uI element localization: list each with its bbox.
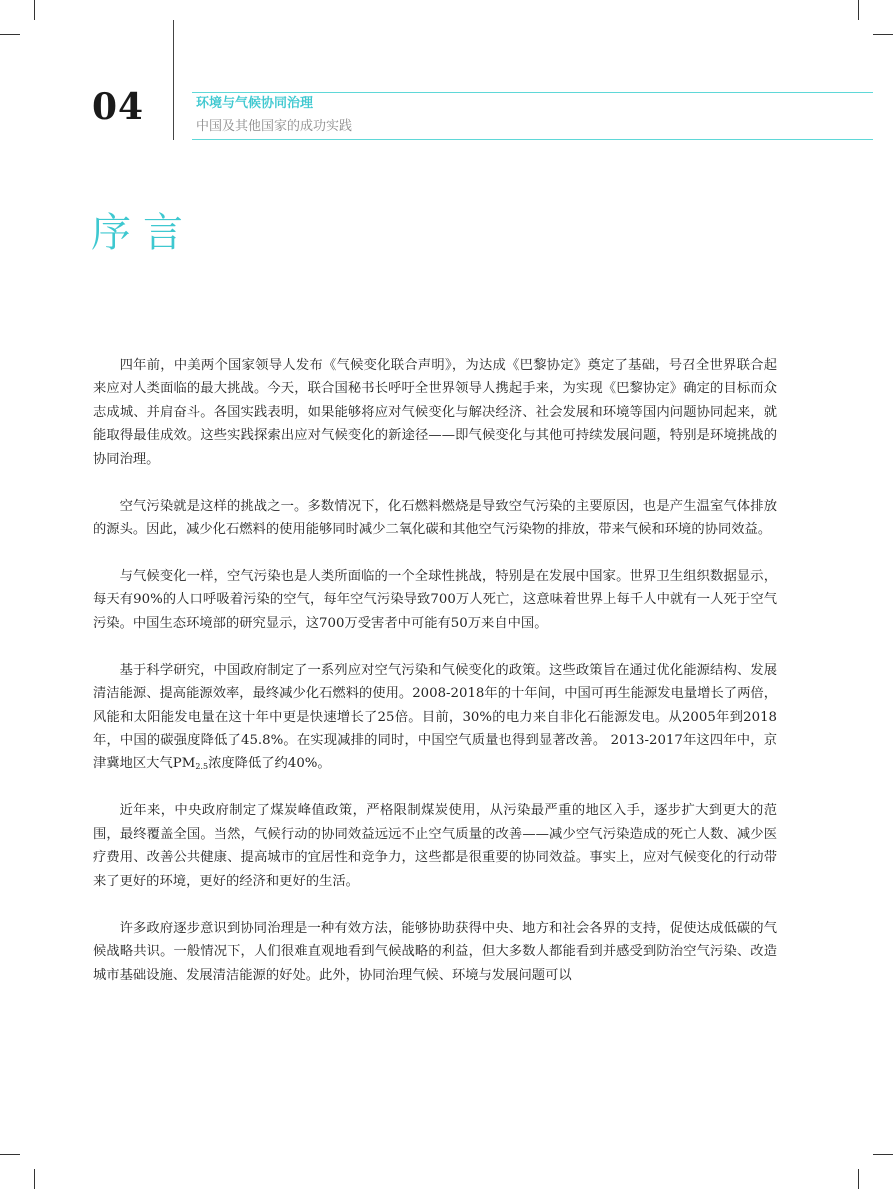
paragraph: 近年来，中央政府制定了煤炭峰值政策，严格限制煤炭使用，从污染最严重的地区入手，逐步扩大到更大的范围，最终覆盖全国。当然，气候行动的协同效益远远不止空气质量的改善——减少空气污染造成的死亡人数、减少医疗费用、改善公共健康、提高城市的宜居性和竞争力，这些都是很重要的协同效益。事实上，应对气候变化的行动带来了更好的环境，更好的经济和更好的生活。 [93,803,777,889]
paragraph: 四年前，中美两个国家领导人发布《气候变化联合声明》，为达成《巴黎协定》奠定了基础，号召全世界联合起来应对人类面临的最大挑战。今天，联合国秘书长呼吁全世界领导人携起手来，为实现《巴黎协定》确定的目标而众志成城、并肩奋斗。各国实践表明，如果能够将应对气候变化与解决经济、社会发展和环境等国内问题协同起来，就能取得最佳成效。这些实践探索出应对气候变化的新途径——即气候变化与其他可持续发展问题，特别是环境挑战的协同治理。 [93,358,777,467]
paragraph: 许多政府逐步意识到协同治理是一种有效方法，能够协助获得中央、地方和社会各界的支持，促使达成低碳的气候战略共识。一般情况下，人们很难直观地看到气候战略的利益，但大多数人都能看到并感受到防治空气污染、改造城市基础设施、发展清洁能源的好处。此外，协同治理气候、环境与发展问题可以 [93,920,777,983]
pm-subscript: 2.5 [195,762,209,772]
crop-mark [858,0,859,20]
crop-mark [858,1169,859,1189]
crop-mark [873,34,893,35]
header-rule-top [192,92,873,93]
crop-mark [873,1154,893,1155]
paragraph-text: 浓度降低了约40%。 [208,756,331,772]
running-title: 环境与气候协同治理 [196,96,314,111]
body-text [93,354,777,1011]
paragraph: 与气候变化一样，空气污染也是人类所面临的一个全球性挑战，特别是在发展中国家。世界卫生组织数据显示，每天有90%的人口呼吸着污染的空气，每年空气污染导致700万人死亡，这意味着世界上每千人中就有一人死于空气污染。中国生态环境部的研究显示，这700万受害者中可能有50万来自中国。 [93,569,777,631]
header-divider [173,20,174,140]
crop-mark [0,34,20,35]
crop-mark [34,1169,35,1189]
paragraph: 空气污染就是这样的挑战之一。多数情况下，化石燃料燃烧是导致空气污染的主要原因，也是产生温室气体排放的源头。因此，减少化石燃料的使用能够同时减少二氧化碳和其他空气污染物的排放，带来气候和环境的协同效益。 [93,498,777,538]
crop-mark [0,1154,20,1155]
header-rule-bottom [192,139,873,140]
paragraph-text: 基于科学研究，中国政府制定了一系列应对空气污染和气候变化的政策。这些政策旨在通过优化能源结构、发展清洁能源、提高能源效率，最终减少化石燃料的使用。2008-2018年的十年间，中国可再生能源发电量增长了两倍，风能和太阳能发电量在这十年中更是快速增长了25倍。目前，30%的电力来自非化石能源发电。从2005年到2018年，中国的碳强度降低了45.8%。在实现减排的同时，中国空气质量也得到显著改善。 2013-2017年这四年中，京津冀地区大气PM [93,662,777,772]
section-title: 序言 [91,210,195,256]
crop-mark [34,0,35,20]
page-number: 04 [92,86,145,128]
paragraph [93,659,777,776]
running-subtitle: 中国及其他国家的成功实践 [196,119,353,134]
